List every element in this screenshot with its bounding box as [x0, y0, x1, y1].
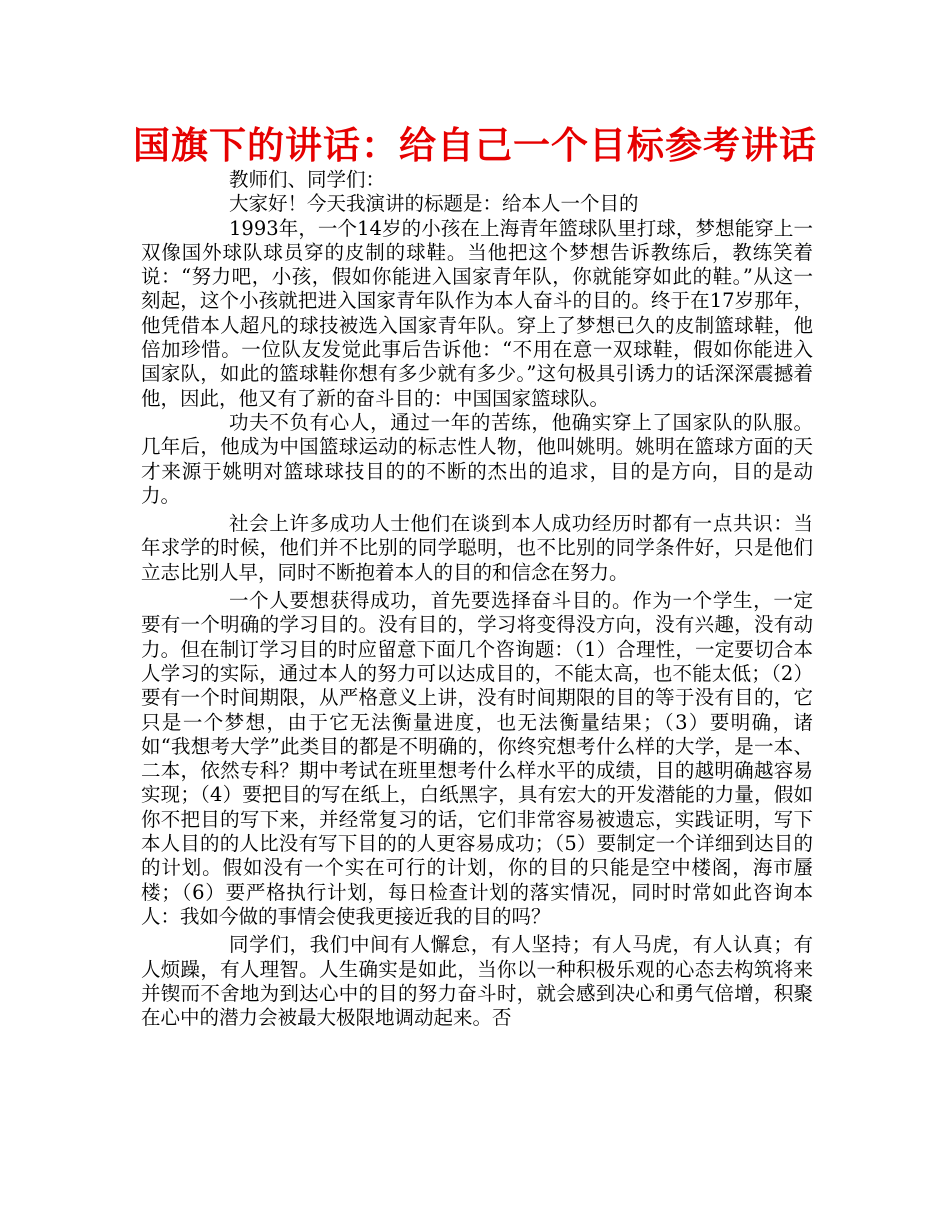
- document-body: [141, 168, 813, 1030]
- paragraph: 功夫不负有心人，通过一年的苦练，他确实穿上了国家队的队服。几年后，他成为中国篮球运动的标志性人物，他叫姚明。姚明在篮球方面的天才来源于姚明对篮球球技目的的不断的杰出的追求，目的是方向，目的是动力。: [141, 410, 813, 507]
- paragraph: 1993年，一个14岁的小孩在上海青年篮球队里打球，梦想能穿上一双像国外球队球员穿的皮制的球鞋。当他把这个梦想告诉教练后，教练笑着说：“努力吧，小孩，假如你能进入国家青年队，你就能穿如此的鞋。”从这一刻起，这个小孩就把进入国家青年队作为本人奋斗的目的。终于在17岁那年，他凭借本人超凡的球技被选入国家青年队。穿上了梦想已久的皮制篮球鞋，他倍加珍惜。一位队友发觉此事后告诉他：“不用在意一双球鞋，假如你能进入国家队，如此的篮球鞋你想有多少就有多少。”这句极具引诱力的话深深震撼着他，因此，他又有了新的奋斗目的：中国国家篮球队。: [141, 216, 813, 410]
- paragraph: 同学们，我们中间有人懈怠，有人坚持；有人马虎，有人认真；有人烦躁，有人理智。人生确实是如此，当你以一种积极乐观的心态去构筑将来并锲而不舍地为到达心中的目的努力奋斗时，就会感到决心和勇气倍增，积聚在心中的潜力会被最大极限地调动起来。否: [141, 933, 813, 1030]
- paragraph: 大家好！今天我演讲的标题是：给本人一个目的: [229, 192, 639, 216]
- paragraph: 社会上许多成功人士他们在谈到本人成功经历时都有一点共识：当年求学的时候，他们并不比别的同学聪明，也不比别的同学条件好，只是他们立志比别人早，同时不断抱着本人的目的和信念在努力。: [141, 512, 813, 584]
- document-title: 国旗下的讲话：给自己一个目标参考讲话: [133, 124, 817, 167]
- paragraph: 教师们、同学们：: [229, 168, 386, 191]
- paragraph: 一个人要想获得成功，首先要选择奋斗目的。作为一个学生，一定要有一个明确的学习目的。没有目的，学习将变得没方向，没有兴趣，没有动力。但在制订学习目的时应留意下面几个咨询题：（1）合理性，一定要切合本人学习的实际，通过本人的努力可以达成目的，不能太高，也不能太低；（2）要有一个时间期限，从严格意义上讲，没有时间期限的目的等于没有目的，它只是一个梦想，由于它无法衡量进度，也无法衡量结果；（3）要明确，诸如“我想考大学”此类目的都是不明确的，你终究想考什么样的大学，是一本、二本，依然专科？期中考试在班里想考什么样水平的成绩，目的越明确越容易实现；（4）要把目的写在纸上，白纸黑字，具有宏大的开发潜能的力量，假如你不把目的写下来，并经常复习的话，它们非常容易被遗忘，实践证明，写下本人目的的人比没有写下目的的人更容易成功；（5）要制定一个详细到达目的的计划。假如没有一个实在可行的计划，你的目的只能是空中楼阁，海市蜃楼；（6）要严格执行计划，每日检查计划的落实情况，同时时常如此咨询本人：我如今做的事情会使我更接近我的目的吗？: [141, 589, 813, 928]
